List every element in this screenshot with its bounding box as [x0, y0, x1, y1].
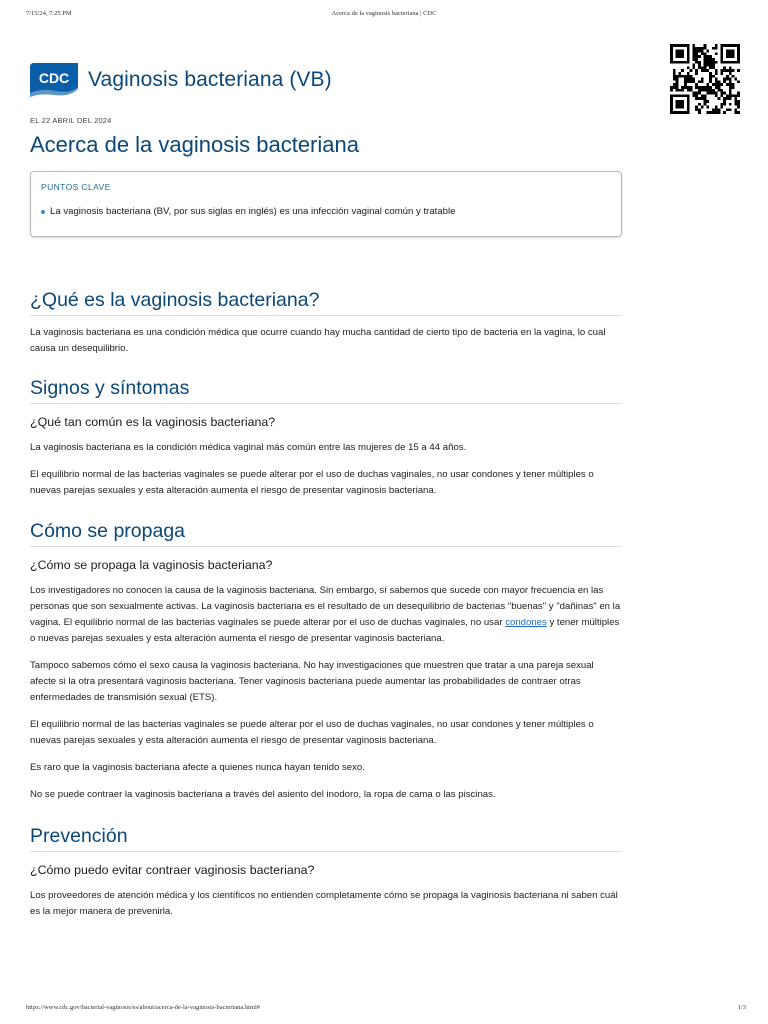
logo-text: CDC — [38, 70, 70, 86]
print-datetime: 7/15/24, 7:25 PM — [26, 10, 72, 17]
key-points-title: PUNTOS CLAVE — [41, 182, 111, 192]
section-heading-what-is: ¿Qué es la vaginosis bacteriana? — [30, 289, 622, 316]
section-subheading: ¿Cómo puedo evitar contraer vaginosis bacteriana? — [30, 863, 315, 877]
section-subheading: ¿Qué tan común es la vaginosis bacteriana? — [30, 415, 276, 429]
print-header — [0, 10, 768, 20]
cdc-logo-icon[interactable] — [30, 63, 78, 97]
publish-date: EL 22 ABRIL DEL 2024 — [30, 116, 112, 125]
section-subheading: ¿Cómo se propaga la vaginosis bacteriana? — [30, 558, 273, 572]
section-paragraph: La vaginosis bacteriana es una condición médica que ocurre cuando hay mucha cantidad de cierto tipo de bacteria en la vagina, lo cual causa un desequilibrio. — [30, 327, 606, 354]
print-url: https://www.cdc.gov/bacterial-vaginosis/es/about/acerca-de-la-vaginosis-bacteriana.html# — [26, 1004, 261, 1011]
section-paragraph: Los proveedores de atención médica y los científicos no entienden completamente cómo se propaga la vaginosis bacteriana ni saben cuál es la mejor manera de prevenirla. — [30, 890, 618, 917]
section-paragraph: La vaginosis bacteriana es la condición médica vaginal más común entre las mujeres de 15 a 44 años. — [30, 442, 467, 453]
qr-code-icon — [670, 44, 740, 114]
paragraph-text: Los investigadores no conocen la causa de la vaginosis bacteriana. Sin embargo, sí sabemos que sucede con mayor frecuencia en las personas que son sexualmente activas. La vaginosis bacteriana es el resultado de un desequilibrio de bacterias "buenas" y "dañinas" en la vagina. El equilibrio normal de las bacterias vaginales se puede alterar por el uso de duchas vaginales, no usar — [30, 585, 621, 628]
section-paragraph: El equilibrio normal de las bacterias vaginales se puede alterar por el uso de duchas vaginales, no usar condones y tener múltiples o nuevas parejas sexuales y esta alteración aumenta el riesgo de presentar vaginosis bacteriana. — [30, 719, 594, 746]
print-page-title: Acerca de la vaginosis bacteriana | CDC — [331, 10, 437, 17]
print-footer — [0, 1004, 768, 1014]
section-heading-symptoms: Signos y síntomas — [30, 377, 622, 404]
section-heading-prevention: Prevención — [30, 825, 622, 852]
key-point-item: La vaginosis bacteriana (BV, por sus siglas en inglés) es una infección vaginal común y tratable — [50, 206, 611, 217]
section-paragraph: No se puede contraer la vaginosis bacteriana a través del asiento del inodoro, la ropa de cama o las piscinas. — [30, 789, 496, 800]
section-paragraph: Es raro que la vaginosis bacteriana afecte a quienes nunca hayan tenido sexo. — [30, 762, 365, 773]
key-points-box — [30, 171, 622, 237]
key-points-list — [41, 206, 611, 217]
site-title[interactable]: Vaginosis bacteriana (VB) — [88, 68, 332, 91]
section-paragraph — [30, 583, 622, 647]
section-heading-transmission: Cómo se propaga — [30, 520, 622, 547]
page-title: Acerca de la vaginosis bacteriana — [30, 132, 359, 157]
section-paragraph: Tampoco sabemos cómo el sexo causa la vaginosis bacteriana. No hay investigaciones que muestren que tratar a una pareja sexual afecte si la otra presentará vaginosis bacteriana. Tener vaginosis bacteriana puede aumentar las probabilidades de contraer otras enfermedades de transmisión sexual (ETS). — [30, 660, 594, 703]
paragraph-text: y tener múltiples o nuevas parejas sexuales y esta alteración aumenta el riesgo de presentar vaginosis bacteriana. — [30, 617, 620, 644]
site-header — [30, 62, 332, 98]
condoms-link[interactable]: condones — [505, 617, 547, 628]
section-paragraph: El equilibrio normal de las bacterias vaginales se puede alterar por el uso de duchas vaginales, no usar condones y tener múltiples o nuevas parejas sexuales y esta alteración aumenta el riesgo de presentar vaginosis bacteriana. — [30, 469, 594, 496]
main-content — [30, 116, 622, 920]
print-page-number: 1/3 — [737, 1004, 746, 1011]
